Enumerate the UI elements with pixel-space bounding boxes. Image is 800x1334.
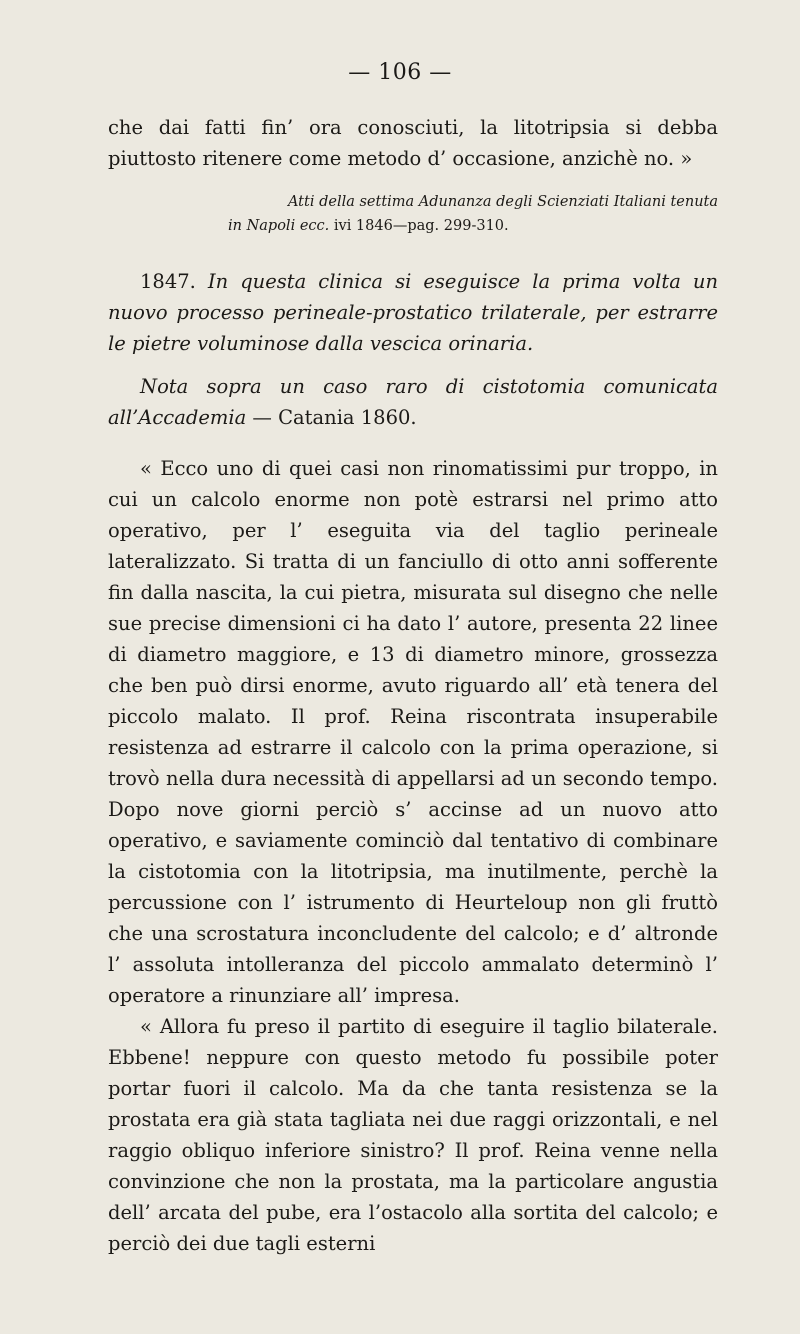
note-place-year: — Catania 1860. [246, 406, 417, 429]
citation-line-1: Atti della settima Adunanza degli Scienziati Italiani tenuta [287, 194, 718, 210]
body-paragraph: « Ecco uno di quei casi non rinomatissimi pur troppo, in cui un calcolo enorme non potè estrarsi nel primo atto operativo, per l’ eseguita via del taglio perineale lateralizzato. Si tratta di un fanciullo di otto anni sofferente fin dalla nascita, la cui pietra, misurata sul disegno che nelle sue precise dimensioni ci ha dato l’ autore, presenta 22 linee di diametro maggiore, e 13 di diametro minore, grossezza che ben può dirsi enorme, avuto riguardo all’ età tenera del piccolo malato. Il prof. Reina riscontrata insuperabile resistenza ad estrarre il calcolo con la prima operazione, si trovò nella dura necessità di appellarsi ad un secondo tempo. Dopo nove giorni perciò s’ accinse ad un nuovo atto operativo, e saviamente cominciò dal tentativo di combinare la cistotomia con la litotripsia, ma inutilmente, perchè la percussione con l’ istrumento di Heurteloup non gli fruttò che una scrostatura inconcludente del calcolo; e d’ altronde l’ assoluta intolleranza del piccolo ammalato determinò l’ operatore a rinunziare all’ impresa. [108, 457, 718, 1007]
section-year: 1847. [140, 270, 196, 293]
body-paragraph: « Allora fu preso il partito di eseguire il taglio bilaterale. Ebbene! neppure con questo metodo fu possibile poter portar fuori il calcolo. Ma da che tanta resistenza se la prostata era già stata tagliata nei due raggi orizzontali, e nel raggio obliquo inferiore sinistro? Il prof. Reina venne nella convinzione che non la prostata, ma la particolare angustia dell’ arcata del pube, era l’ostacolo alla sortita del calcolo; e perciò dei due tagli esterni [108, 1015, 718, 1255]
page-body [108, 112, 718, 1259]
section-heading-1847 [108, 266, 718, 359]
note-title: Nota sopra un caso raro di cistotomia comunicata all’Accademia [108, 375, 718, 429]
section-title: In questa clinica si eseguisce la prima volta un nuovo processo perineale-prostatico trilaterale, per estrarre le pietre voluminose dalla vescica orinaria. [108, 270, 719, 355]
citation-line-2 [108, 214, 718, 238]
citation-place: in Napoli ecc. [228, 218, 330, 234]
note-heading [108, 371, 718, 433]
citation-pages: ivi 1846—pag. 299-310. [329, 218, 509, 234]
opening-paragraph: che dai fatti fin’ ora conosciuti, la litotripsia si debba piuttosto ritenere come metodo d’ occasione, anzichè no. » [108, 116, 718, 170]
page-number: — 106 — [348, 60, 452, 85]
citation [108, 190, 718, 238]
